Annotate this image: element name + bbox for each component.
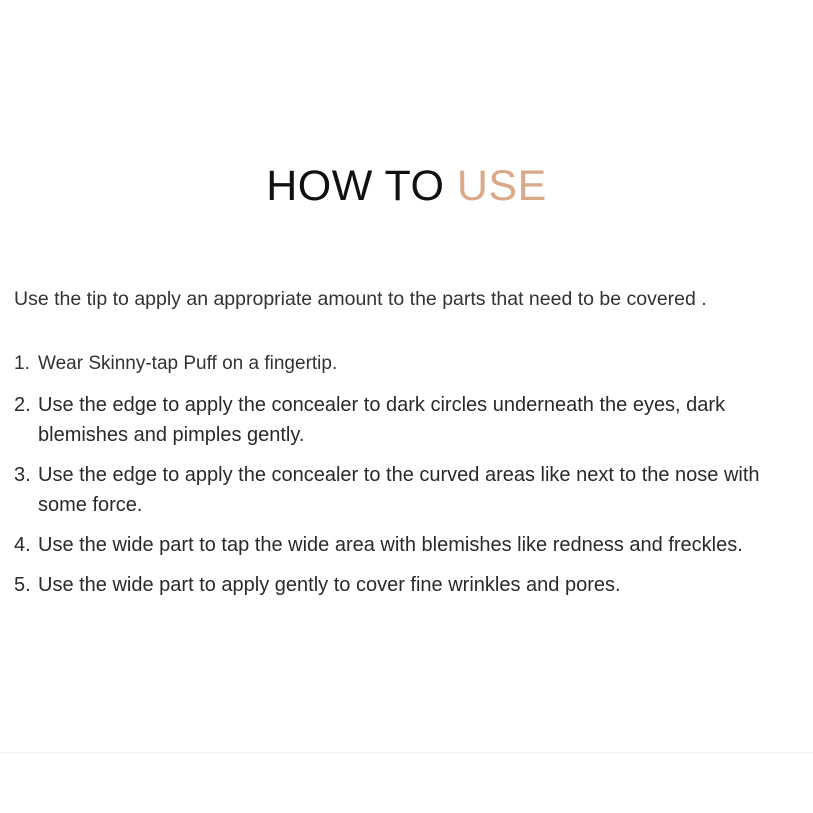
- step-item: [14, 390, 799, 450]
- step-item: [14, 351, 799, 377]
- step-text: Use the edge to apply the concealer to dark circles underneath the eyes, dark blemishes and pimples gently.: [38, 394, 726, 446]
- step-number: 3.: [14, 464, 31, 486]
- step-text: Use the wide part to apply gently to cover fine wrinkles and pores.: [38, 574, 621, 596]
- step-item: [14, 530, 799, 560]
- step-item: [14, 460, 799, 520]
- step-text: Use the edge to apply the concealer to the curved areas like next to the nose with some force.: [38, 464, 760, 516]
- step-number: 2.: [14, 394, 31, 416]
- steps-list: [14, 351, 799, 600]
- step-text: Wear Skinny-tap Puff on a fingertip.: [38, 353, 338, 374]
- page-title: [0, 160, 813, 212]
- title-accent: USE: [456, 162, 547, 210]
- step-number: 5.: [14, 574, 31, 596]
- intro-text: Use the tip to apply an appropriate amount to the parts that need to be covered .: [14, 288, 707, 310]
- title-main: HOW TO: [266, 162, 457, 210]
- step-text: Use the wide part to tap the wide area with blemishes like redness and freckles.: [38, 534, 743, 556]
- bottom-divider: [0, 752, 813, 753]
- step-item: [14, 570, 799, 600]
- step-number: 4.: [14, 534, 31, 556]
- step-number: 1.: [14, 353, 30, 374]
